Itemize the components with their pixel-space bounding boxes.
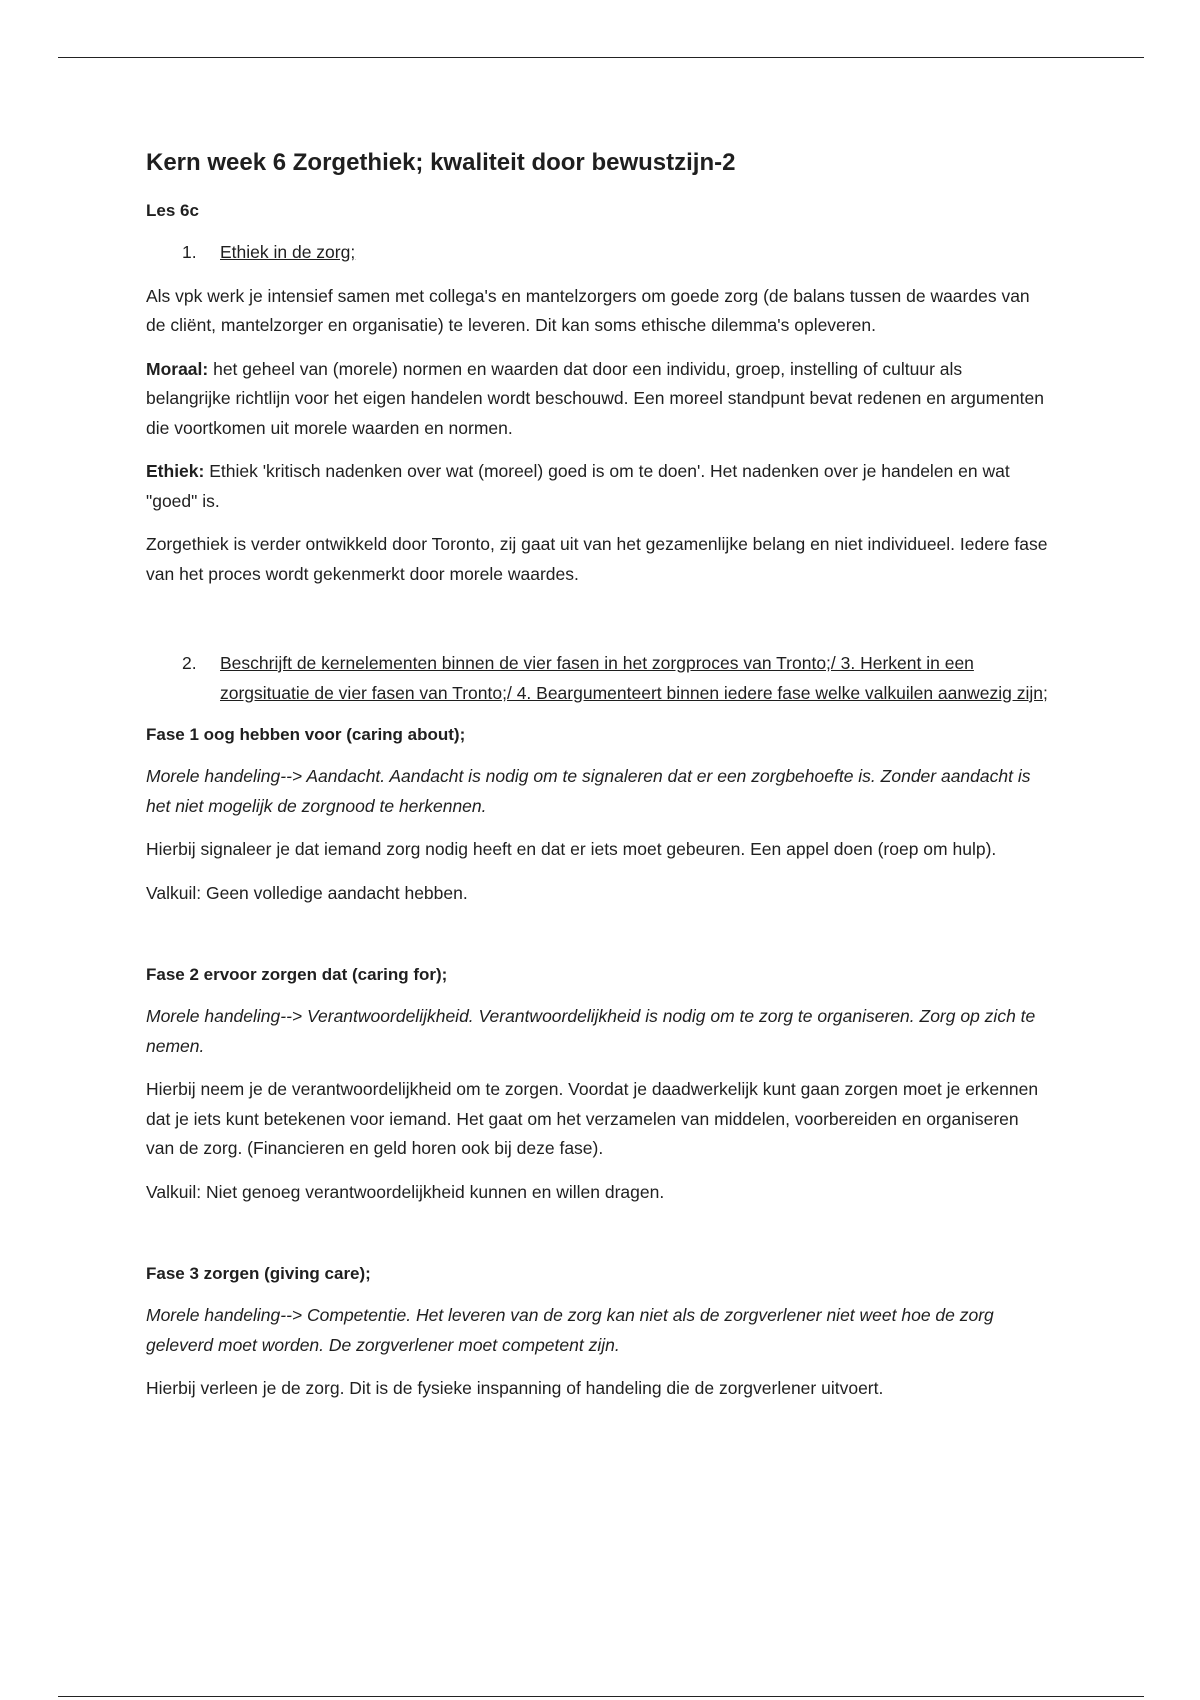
list-number: 2. bbox=[182, 653, 197, 673]
fase2-body: Hierbij neem je de verantwoordelijkheid om te zorgen. Voordat je daadwerkelijk kunt gaan zorgen moet je erkennen dat je iets kunt betekenen voor iemand. Het gaat om het verzamelen van middelen, voorbereiden en organiseren van de zorg. (Financieren en geld horen ook bij deze fase). bbox=[146, 1079, 1039, 1158]
ethiek-text: Ethiek 'kritisch nadenken over wat (moreel) goed is om te doen'. Het nadenken over je handelen en wat "goed" is. bbox=[146, 461, 1010, 511]
moraal-term: Moraal: bbox=[146, 358, 209, 379]
fase1-pitfall: Valkuil: Geen volledige aandacht hebben. bbox=[146, 882, 468, 903]
list-item-2 bbox=[146, 649, 1051, 708]
fase3-moral: Morele handeling--> Competentie. Het leveren van de zorg kan niet als de zorgverlener niet weet hoe de zorg geleverd moet worden. De zorgverlener moet competent zijn. bbox=[146, 1305, 994, 1355]
fase3-heading: Fase 3 zorgen (giving care); bbox=[146, 1264, 371, 1283]
document-body bbox=[146, 146, 1051, 1418]
fase2-pitfall: Valkuil: Niet genoeg verantwoordelijkheid kunnen en willen dragen. bbox=[146, 1181, 665, 1202]
lesson-subtitle: Les 6c bbox=[146, 201, 199, 220]
list-text: Ethiek in de zorg; bbox=[220, 242, 356, 262]
moraal-paragraph bbox=[146, 355, 1051, 444]
ethiek-paragraph bbox=[146, 457, 1051, 516]
fase3-body: Hierbij verleen je de zorg. Dit is de fysieke inspanning of handeling die de zorgverlener uitvoert. bbox=[146, 1378, 884, 1398]
ethiek-term: Ethiek: bbox=[146, 461, 205, 481]
moraal-text: het geheel van (morele) normen en waarden dat door een individu, groep, instelling of cultuur als belangrijke richtlijn voor het eigen handelen wordt beschouwd. Een moreel standpunt bevat redenen en argumenten die voortkomen uit morele waarden en normen. bbox=[146, 358, 1044, 438]
list-text: Beschrijft de kernelementen binnen de vier fasen in het zorgproces van Tronto;/ 3. Herkent in een zorgsituatie de vier fasen van Tronto;/ 4. Beargumenteert binnen iedere fase welke valkuilen aanwezig zijn; bbox=[220, 653, 1048, 703]
zorgethiek-paragraph: Zorgethiek is verder ontwikkeld door Toronto, zij gaat uit van het gezamenlijke belang en niet individueel. Iedere fase van het proces wordt gekenmerkt door morele waardes. bbox=[146, 534, 1048, 584]
header-rule bbox=[58, 57, 1144, 58]
fase2-moral: Morele handeling--> Verantwoordelijkheid. Verantwoordelijkheid is nodig om te zorg te organiseren. Zorg op zich te nemen. bbox=[146, 1006, 1036, 1056]
footer-rule bbox=[58, 1696, 1144, 1697]
list-number: 1. bbox=[182, 242, 197, 262]
fase1-heading: Fase 1 oog hebben voor (caring about); bbox=[146, 725, 466, 744]
fase1-body: Hierbij signaleer je dat iemand zorg nodig heeft en dat er iets moet gebeuren. Een appel doen (roep om hulp). bbox=[146, 839, 997, 859]
fase2-heading: Fase 2 ervoor zorgen dat (caring for); bbox=[146, 965, 448, 984]
fase1-moral: Morele handeling--> Aandacht. Aandacht is nodig om te signaleren dat er een zorgbehoefte is. Zonder aandacht is het niet mogelijk de zorgnood te herkennen. bbox=[146, 766, 1031, 816]
list-item-1 bbox=[146, 238, 1051, 268]
intro-paragraph: Als vpk werk je intensief samen met collega's en mantelzorgers om goede zorg (de balans tussen de waardes van de cliënt, mantelzorger en organisatie) te leveren. Dit kan soms ethische dilemma's opleveren. bbox=[146, 285, 1030, 335]
page-title: Kern week 6 Zorgethiek; kwaliteit door bewustzijn-2 bbox=[146, 149, 736, 176]
